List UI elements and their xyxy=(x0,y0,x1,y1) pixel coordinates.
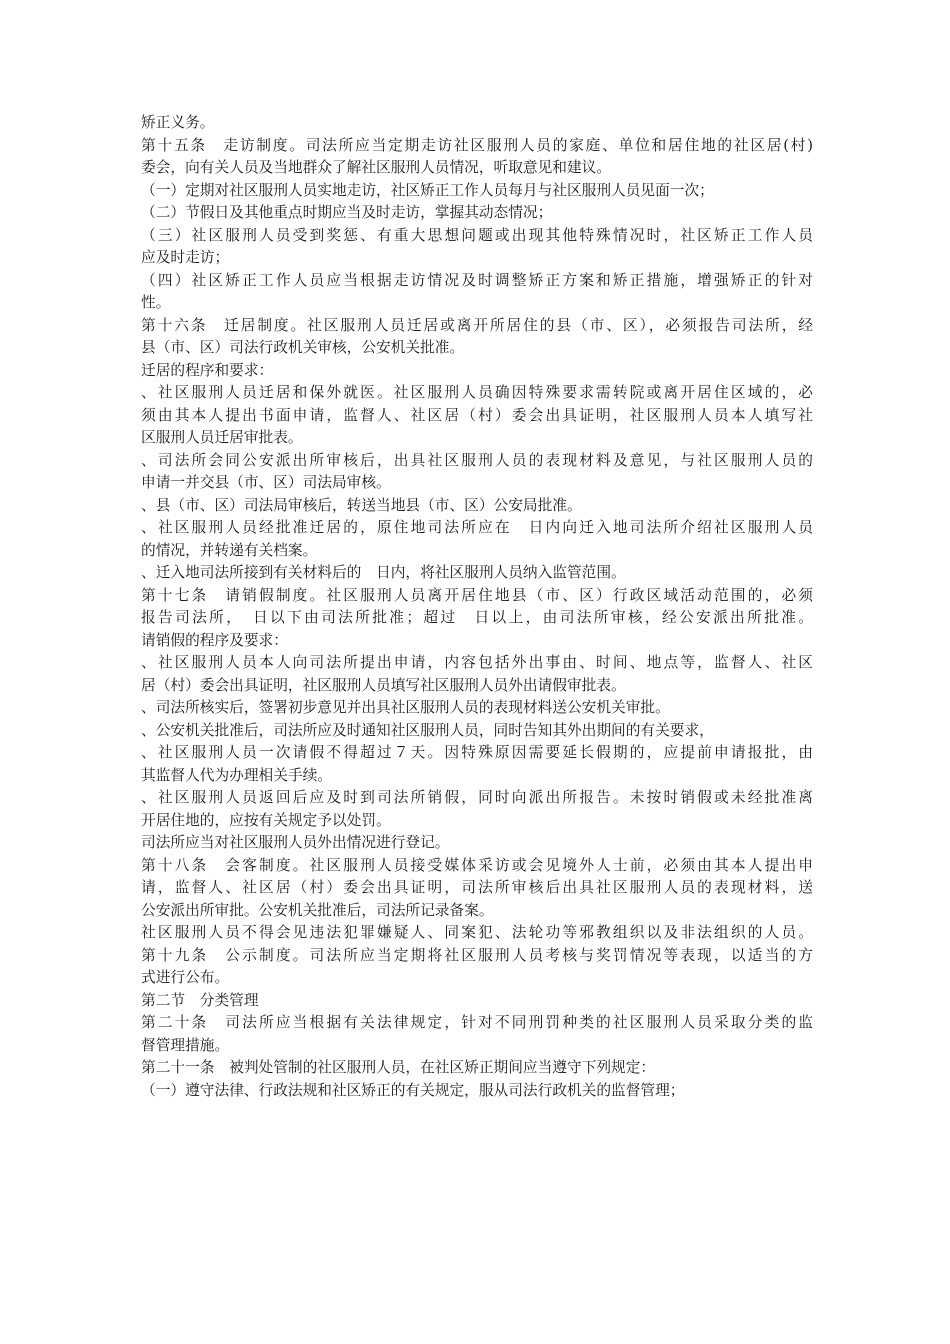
text-line: 司法所应当对社区服刑人员外出情况进行登记。 xyxy=(141,834,450,851)
text-line: 社区服刑人员不得会见违法犯罪嫌疑人、同案犯、法轮功等邪教组织以及非法组织的人员。 xyxy=(141,924,813,941)
text-line: 、社区服刑人员返回后应及时到司法所销假，同时向派出所报告。未按时销假或未经批准离 xyxy=(141,789,813,806)
text-line: 县（市、区）司法行政机关审核，公安机关批准。 xyxy=(141,339,465,356)
text-line: （一）定期对社区服刑人员实地走访，社区矫正工作人员每月与社区服刑人员见面一次； xyxy=(141,181,714,199)
text-line: 、司法所核实后，签署初步意见并出具社区服刑人员的表现材料送公安机关审批。 xyxy=(141,699,670,716)
text-line: 、社区服刑人员迁居和保外就医。社区服刑人员确因特殊要求需转院或离开居住区域的，必 xyxy=(141,384,813,401)
text-line: 式进行公布。 xyxy=(141,969,230,986)
text-line: 督管理措施。 xyxy=(141,1036,230,1054)
text-line: 、迁入地司法所接到有关材料后的 日内，将社区服刑人员纳入监管范围。 xyxy=(141,564,626,581)
text-line: 居（村）委会出具证明，社区服刑人员填写社区服刑人员外出请假审批表。 xyxy=(141,676,626,694)
text-line: 区服刑人员迁居审批表。 xyxy=(141,429,303,446)
text-line: （四）社区矫正工作人员应当根据走访情况及时调整矫正方案和矫正措施，增强矫正的针对 xyxy=(141,271,813,289)
text-line: 矫正义务。 xyxy=(141,114,215,131)
document-page xyxy=(141,112,813,1102)
text-line: 第二十一条 被判处管制的社区服刑人员，在社区矫正期间应当遵守下列规定： xyxy=(141,1059,656,1076)
text-line: 第十九条 公示制度。司法所应当定期将社区服刑人员考核与奖罚情况等表现，以适当的方 xyxy=(141,946,813,964)
text-line: 的情况，并转递有关档案。 xyxy=(141,541,318,559)
text-line: 、社区服刑人员本人向司法所提出申请，内容包括外出事由、时间、地点等，监督人、社区 xyxy=(141,654,813,671)
text-line: （一）遵守法律、行政法规和社区矫正的有关规定，服从司法行政机关的监督管理； xyxy=(141,1081,685,1099)
text-line: 请，监督人、社区居（村）委会出具证明，司法所审核后出具社区服刑人员的表现材料，送 xyxy=(141,879,813,896)
text-line: 第十八条 会客制度。社区服刑人员接受媒体采访或会见境外人士前，必须由其本人提出申 xyxy=(141,856,813,874)
text-line: 须由其本人提出书面申请，监督人、社区居（村）委会出具证明，社区服刑人员本人填写社 xyxy=(141,406,813,424)
text-line: 、社区服刑人员经批准迁居的，原住地司法所应在 日内向迁入地司法所介绍社区服刑人员 xyxy=(141,519,813,536)
text-line: 、司法所会同公安派出所审核后，出具社区服刑人员的表现材料及意见，与社区服刑人员的 xyxy=(141,451,813,469)
text-line: （三）社区服刑人员受到奖惩、有重大思想问题或出现其他特殊情况时，社区矫正工作人员 xyxy=(141,226,813,244)
text-line: 请销假的程序及要求： xyxy=(141,631,288,649)
text-line: 第二节 分类管理 xyxy=(141,991,259,1009)
text-line: （二）节假日及其他重点时期应当及时走访，掌握其动态情况； xyxy=(141,204,553,221)
text-line: 应及时走访； xyxy=(141,249,230,266)
text-line: 报告司法所， 日以下由司法所批准；超过 日以上，由司法所审核，经公安派出所批准。 xyxy=(141,609,813,626)
text-line: 开居住地的，应按有关规定予以处罚。 xyxy=(141,811,391,829)
text-line: 委会，向有关人员及当地群众了解社区服刑人员情况，听取意见和建议。 xyxy=(141,159,612,176)
text-line: 公安派出所审批。公安机关批准后，司法所记录备案。 xyxy=(141,901,494,919)
text-line: 、县（市、区）司法局审核后，转送当地县（市、区）公安局批准。 xyxy=(141,496,582,514)
text-line: 第十七条 请销假制度。社区服刑人员离开居住地县（市、区）行政区域活动范围的，必须 xyxy=(141,586,813,604)
text-line: 其监督人代为办理相关手续。 xyxy=(141,766,332,784)
text-line: 、公安机关批准后，司法所应及时通知社区服刑人员，同时告知其外出期间的有关要求， xyxy=(141,721,714,739)
text-line: 第十五条 走访制度。司法所应当定期走访社区服刑人员的家庭、单位和居住地的社区居(村) xyxy=(141,136,813,154)
text-line: 申请一并交县（市、区）司法局审核。 xyxy=(141,474,391,491)
text-line: 第二十条 司法所应当根据有关法律规定，针对不同刑罚种类的社区服刑人员采取分类的监 xyxy=(141,1014,813,1031)
text-line: 、社区服刑人员一次请假不得超过７天。因特殊原因需要延长假期的，应提前申请报批，由 xyxy=(141,744,813,761)
text-line: 第十六条 迁居制度。社区服刑人员迁居或离开所居住的县（市、区），必须报告司法所，经 xyxy=(141,316,813,334)
text-line: 性。 xyxy=(141,294,171,311)
text-line: 迁居的程序和要求： xyxy=(141,361,274,379)
